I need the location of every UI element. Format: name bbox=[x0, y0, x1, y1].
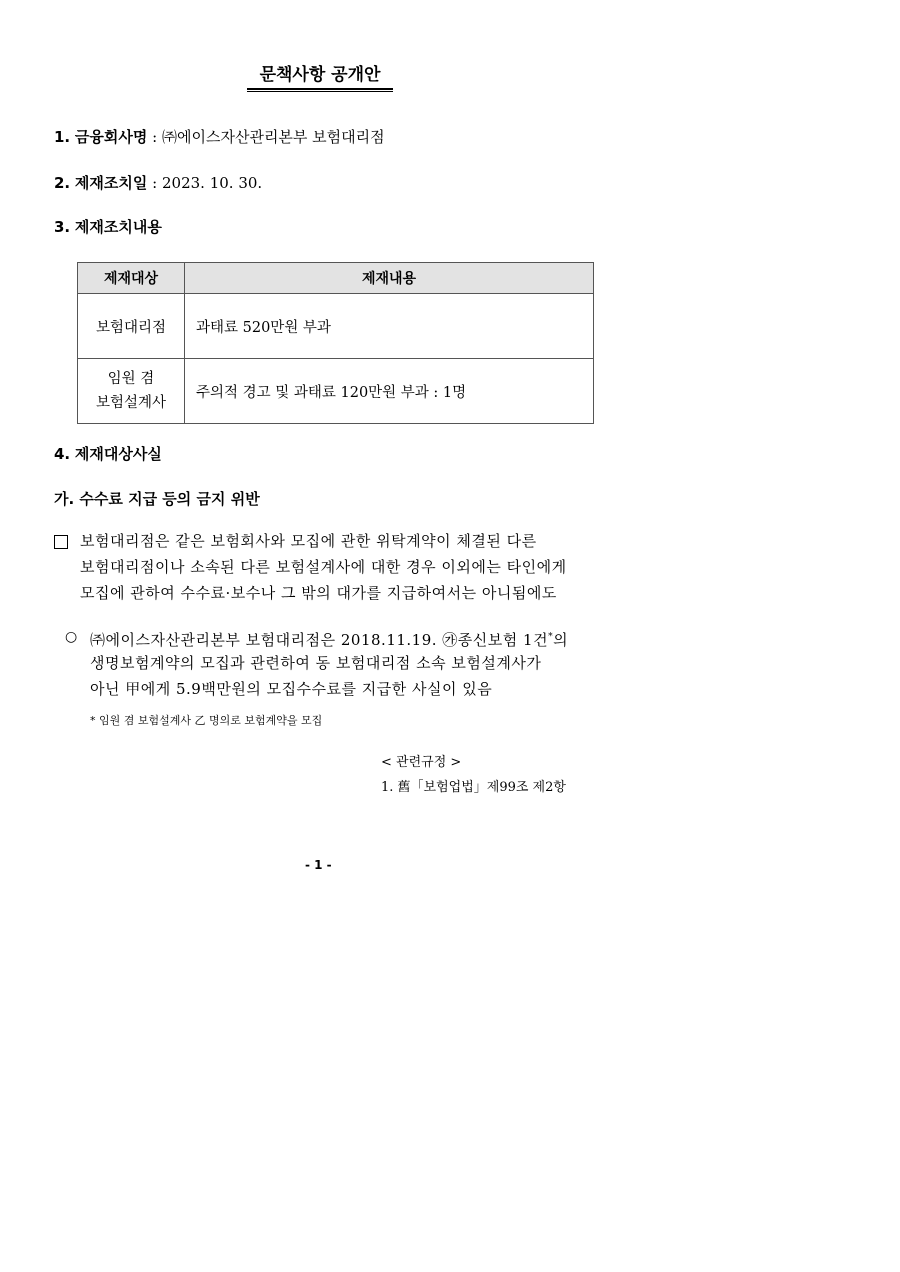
paragraph-line: 보험대리점은 같은 보험회사와 모집에 관한 위탁계약이 체결된 다른 bbox=[80, 532, 537, 550]
item-company-name: 1. 금융회사명 : ㈜에이스자산관리본부 보험대리점 bbox=[54, 128, 385, 146]
regulation-heading: < 관련규정 > bbox=[381, 755, 462, 770]
item-label: 금융회사명 bbox=[74, 128, 148, 146]
title-underline-thin bbox=[247, 91, 393, 92]
paragraph-line: 보험대리점이나 소속된 다른 보험설계사에 대한 경우 이외에는 타인에게 bbox=[80, 558, 567, 576]
item-sanction-date: 2. 제재조치일 : 2023. 10. 30. bbox=[54, 174, 263, 192]
paragraph-line: 아닌 甲에게 5.9백만원의 모집수수료를 지급한 사실이 있음 bbox=[90, 680, 493, 698]
table-header-row bbox=[78, 263, 594, 294]
table-cell-content: 주의적 경고 및 과태료 120만원 부과 : 1명 bbox=[185, 359, 594, 424]
item-value: ㈜에이스자산관리본부 보험대리점 bbox=[162, 128, 385, 146]
paragraph-line: ㈜에이스자산관리본부 보험대리점은 2018.11.19. ㉮종신보험 1건*의 bbox=[90, 631, 569, 649]
checkbox-bullet-icon bbox=[54, 535, 68, 549]
document-title: 문책사항 공개안 bbox=[259, 65, 381, 85]
table-header-content: 제재내용 bbox=[185, 263, 594, 294]
table-cell-target: 보험대리점 bbox=[78, 294, 185, 359]
table-cell-target: 임원 겸 보험설계사 bbox=[78, 359, 185, 424]
paragraph-line: 생명보험계약의 모집과 관련하여 동 보험대리점 소속 보험설계사가 bbox=[90, 654, 542, 672]
item-value: 2023. 10. 30. bbox=[162, 174, 263, 192]
title-underline bbox=[247, 88, 393, 90]
item-sanction-content: 3. 제재조치내용 bbox=[54, 218, 162, 236]
regulation-item: 1. 舊「보험업법」제99조 제2항 bbox=[381, 780, 566, 795]
item-label: 제재조치내용 bbox=[74, 218, 162, 236]
subsection-heading: 가. 수수료 지급 등의 금지 위반 bbox=[54, 490, 260, 508]
circle-bullet-icon: ○ bbox=[65, 629, 78, 645]
paragraph-line: 모집에 관하여 수수료·보수나 그 밖의 대가를 지급하여서는 아니됨에도 bbox=[80, 584, 557, 602]
table-header-target: 제재대상 bbox=[78, 263, 185, 294]
item-label: 제재조치일 bbox=[74, 174, 148, 192]
footnote-marker: * bbox=[548, 632, 554, 642]
page-number: - 1 - bbox=[305, 858, 332, 872]
section-facts-heading: 4. 제재대상사실 bbox=[54, 445, 162, 463]
table-cell-content: 과태료 520만원 부과 bbox=[185, 294, 594, 359]
sanction-table bbox=[77, 262, 594, 424]
table-row bbox=[78, 359, 594, 424]
footnote: * 임원 겸 보험설계사 乙 명의로 보험계약을 모집 bbox=[90, 714, 323, 727]
table-row bbox=[78, 294, 594, 359]
